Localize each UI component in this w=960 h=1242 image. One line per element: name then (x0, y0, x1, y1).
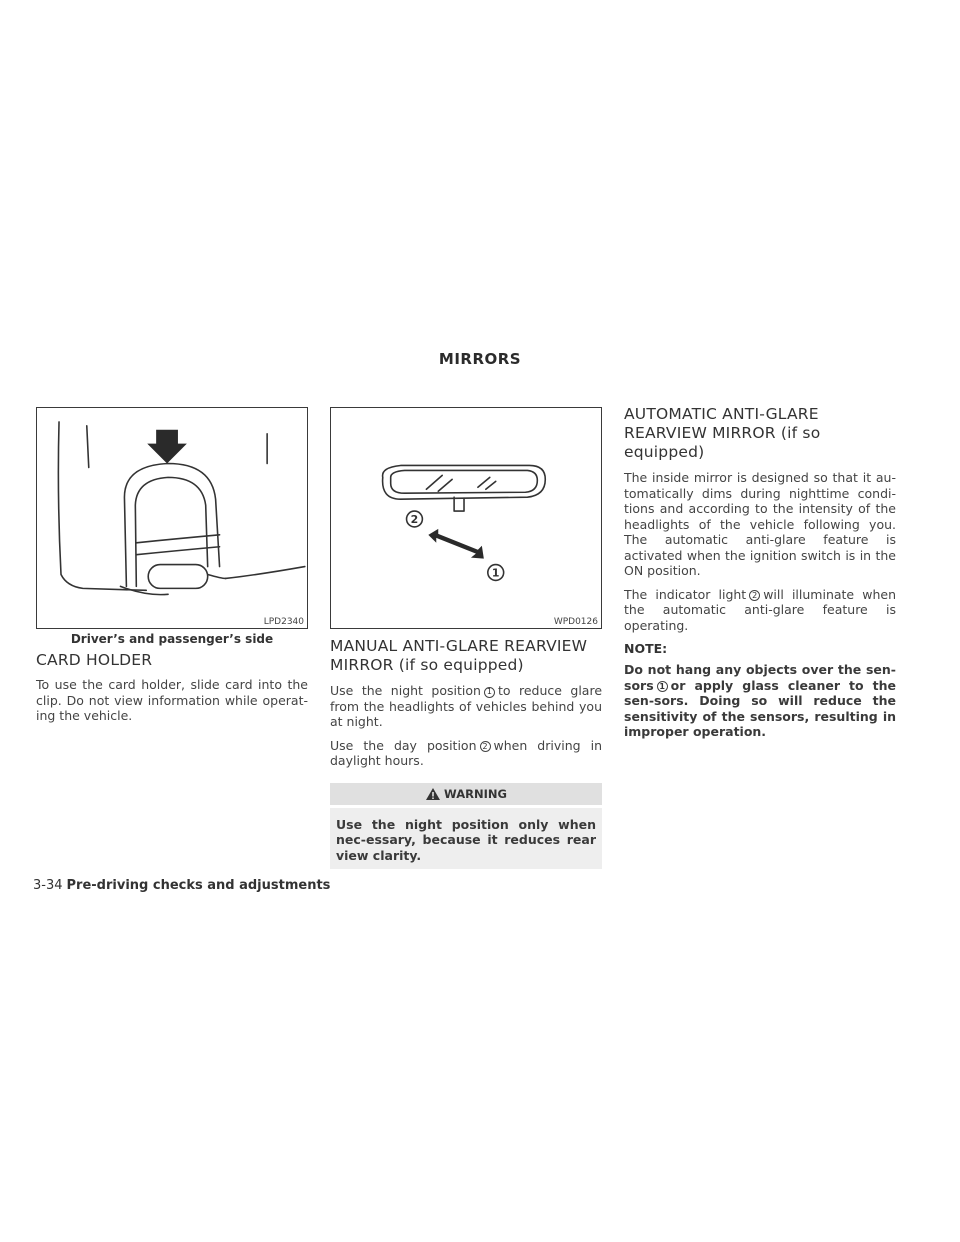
callout-1: 1 (491, 566, 500, 580)
text-run: Do not hang any objects over the sen-sors (624, 662, 896, 693)
callout-marker: 1 (484, 687, 495, 698)
heading-line: MANUAL ANTI-GLARE REARVIEW (330, 637, 588, 655)
warning-text: Use the night position only when nec-essary, because it reduces rear view clarity. (336, 816, 596, 863)
text-run: will illuminate when the automatic anti-glare feature is operating. (624, 586, 896, 633)
text-run: or apply glass cleaner to the sen-sors. Doing so will reduce the sensitivity of the sensors, resulting in improper operation. (624, 677, 896, 739)
section-title: MIRRORS (438, 350, 522, 368)
chapter-title: Pre-driving checks and adjustments (66, 878, 331, 893)
text-run: when driving in daylight hours. (330, 737, 603, 768)
text-run: to reduce glare from the headlights of vehicles behind you at night. (330, 683, 603, 729)
page-number: 3-34 (33, 878, 63, 893)
figure-caption: Driver’s and passenger’s side (70, 632, 274, 646)
warning-label: WARNING (444, 786, 507, 801)
text-run: The indicator light (624, 586, 747, 602)
day-position-text (330, 738, 602, 769)
page-footer (33, 878, 330, 893)
card-holder-text: To use the card holder, slide card into the clip. Do not view information while operat-ing the vehicle. (36, 677, 308, 723)
callout-marker: 1 (657, 681, 668, 692)
warning-header (330, 783, 602, 805)
text-run: Use the night position (330, 683, 481, 698)
warning-body (330, 808, 602, 870)
figure-rearview-mirror (330, 407, 602, 629)
warning-icon (425, 787, 441, 801)
card-holder-heading: CARD HOLDER (36, 651, 153, 669)
note-label: NOTE: (624, 641, 668, 656)
card-holder-section (36, 651, 308, 732)
auto-mirror-description: The inside mirror is designed so that it au-tomatically dims during nighttime condi-tions and according to the intensity of the headlights of the vehicle following you. The automatic anti-glare feature is activated when the ignition switch is in the ON position. (624, 470, 896, 578)
callout-marker: 2 (480, 741, 491, 752)
figure-code: LPD2340 (263, 617, 304, 627)
rearview-mirror-illustration (331, 408, 601, 628)
heading-line: MIRROR (if so equipped) (330, 656, 524, 674)
callout-marker: 2 (749, 590, 760, 601)
auto-mirror-heading (624, 405, 896, 462)
note-text (624, 662, 896, 740)
text-run: Use the day position (330, 737, 477, 753)
heading-line: REARVIEW MIRROR (if so equipped) (624, 424, 821, 461)
auto-mirror-section (624, 405, 896, 748)
figure-card-holder (36, 407, 308, 629)
night-position-text (330, 683, 602, 730)
callout-2: 2 (410, 512, 419, 526)
card-holder-illustration (37, 408, 307, 628)
warning-box (330, 783, 602, 870)
indicator-light-text (624, 587, 896, 634)
heading-line: AUTOMATIC ANTI-GLARE (624, 405, 819, 423)
manual-mirror-heading (330, 637, 602, 675)
manual-mirror-section (330, 637, 602, 869)
figure-code: WPD0126 (553, 617, 598, 627)
